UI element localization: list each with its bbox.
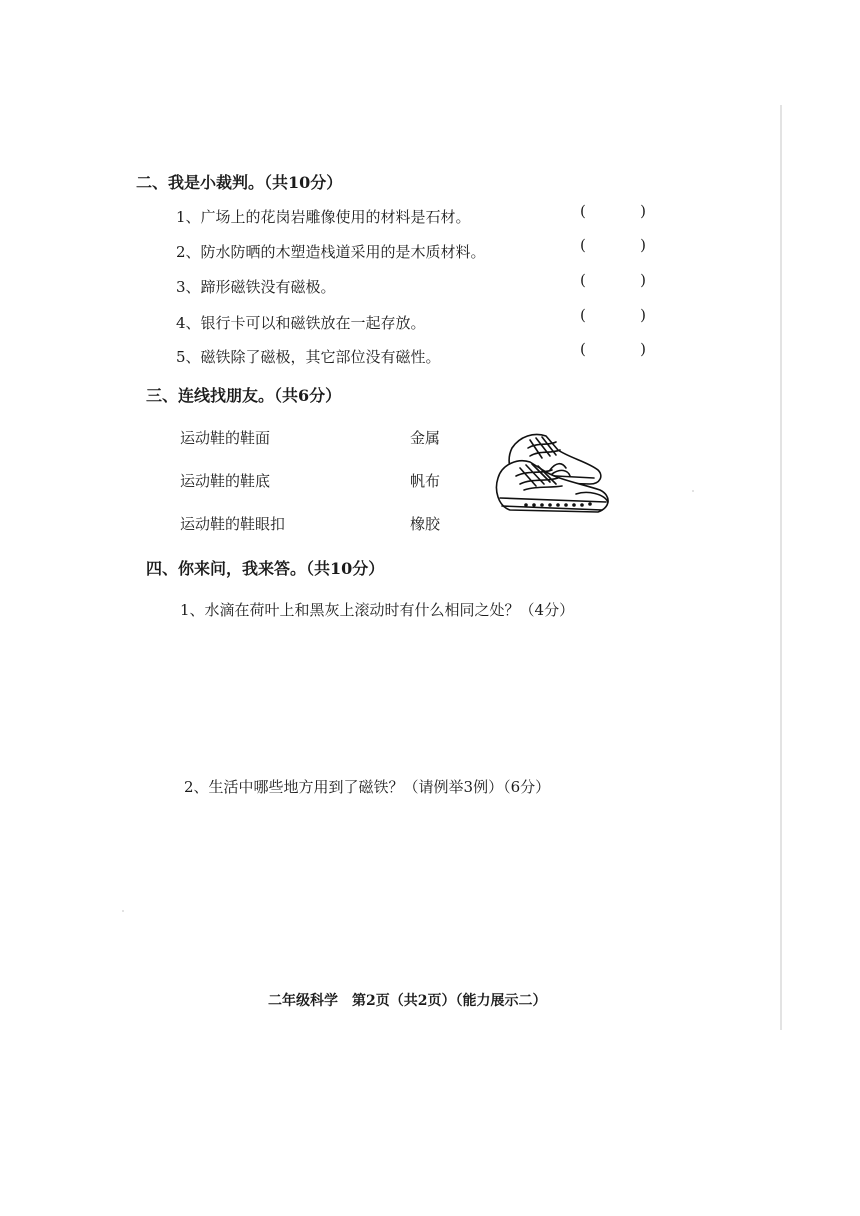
sneakers-illustration-icon xyxy=(490,428,616,526)
section2-heading: 二、我是小裁判。（共10分） xyxy=(136,173,343,192)
match-right-3[interactable]: 橡胶 xyxy=(410,515,441,533)
paren-open: ( xyxy=(580,271,586,289)
paren-open: ( xyxy=(580,340,586,358)
paren-close: ) xyxy=(640,340,646,358)
paren-close: ) xyxy=(640,306,646,324)
judge-item-2: 2、防水防晒的木塑造栈道采用的是木质材料。 xyxy=(176,243,486,261)
paren-open: ( xyxy=(580,306,586,324)
section3-heading: 三、连线找朋友。（共6分） xyxy=(146,386,342,405)
section4-heading: 四、你来问，我来答。（共10分） xyxy=(146,559,385,578)
scan-speck xyxy=(692,490,694,492)
judge-item-5: 5、磁铁除了磁极，其它部位没有磁性。 xyxy=(176,348,441,366)
paren-close: ) xyxy=(640,202,646,220)
scan-speck xyxy=(122,910,124,912)
page-edge-divider xyxy=(780,105,782,1030)
question-1: 1、水滴在荷叶上和黑灰上滚动时有什么相同之处？（4分） xyxy=(180,601,575,619)
paren-close: ) xyxy=(640,236,646,254)
question-2: 2、生活中哪些地方用到了磁铁？（请例举3例）（6分） xyxy=(184,778,551,796)
match-right-2[interactable]: 帆布 xyxy=(410,472,441,490)
judge-item-3: 3、蹄形磁铁没有磁极。 xyxy=(176,278,336,296)
match-right-1[interactable]: 金属 xyxy=(410,429,441,447)
judge-item-4: 4、银行卡可以和磁铁放在一起存放。 xyxy=(176,314,426,332)
paren-open: ( xyxy=(580,236,586,254)
match-left-2[interactable]: 运动鞋的鞋底 xyxy=(180,472,271,490)
judge-item-1: 1、广场上的花岗岩雕像使用的材料是石材。 xyxy=(176,208,471,226)
paren-close: ) xyxy=(640,271,646,289)
paren-open: ( xyxy=(580,202,586,220)
page-footer: 二年级科学 第2页（共2页）（能力展示二） xyxy=(268,993,547,1009)
match-left-3[interactable]: 运动鞋的鞋眼扣 xyxy=(180,515,286,533)
match-left-1[interactable]: 运动鞋的鞋面 xyxy=(180,429,271,447)
